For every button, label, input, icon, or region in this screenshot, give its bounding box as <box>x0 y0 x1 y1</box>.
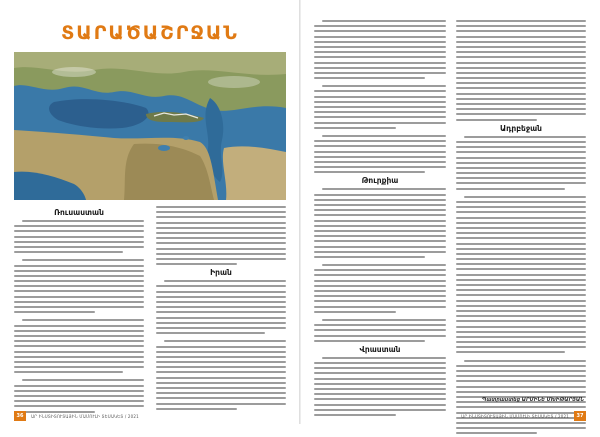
article-column-3 <box>314 20 446 419</box>
page-number: 36 <box>14 411 26 421</box>
paragraph-text <box>314 188 446 341</box>
footer-left <box>14 411 144 421</box>
section-heading-azerbaijan: Ադրբեջան <box>499 123 542 133</box>
author-signature: Պատրաստեց ԱՐՄԻՆԵ ՄԽԻԹԱՐՅԱՆ <box>481 398 584 403</box>
paragraph-text <box>156 280 286 410</box>
page-number: 37 <box>574 411 586 421</box>
paragraph-text <box>456 20 586 121</box>
section-heading-turkey: Թուրքիա <box>361 176 399 186</box>
section-heading-russia: Ռուսաստան <box>54 208 104 217</box>
paragraph-text <box>314 20 446 173</box>
left-page <box>0 0 300 424</box>
article-column-1 <box>14 206 144 416</box>
article-column-2 <box>156 206 286 413</box>
region-satellite-image <box>14 52 286 200</box>
paragraph-text <box>14 220 144 413</box>
paragraph-text <box>314 357 446 416</box>
section-heading-georgia: Վրաստան <box>359 344 401 354</box>
page-title: ՏԱՐԱԾԱՇՐՋԱՆ <box>61 22 239 44</box>
footer-text: ԱՐ ԻՆՍՏԻՏՈՒՏԱՅԻՆ ՄԱՄՈՒԼԻ ՏԵՍԱԿԵՏ / 2021 <box>461 413 569 419</box>
article-column-4 <box>456 20 586 437</box>
satellite-map <box>14 52 286 200</box>
right-page <box>300 0 600 424</box>
section-heading-iran: Իրան <box>210 268 232 278</box>
paragraph-text <box>456 136 586 435</box>
footer-text: ԱՐ ԻՆՍՏԻՏՈՒՏԱՅԻՆ ՄԱՄՈՒԼԻ ՏԵՍԱԿԵՏ / 2021 <box>31 413 139 419</box>
footer-right <box>456 411 586 421</box>
paragraph-text <box>156 206 286 265</box>
